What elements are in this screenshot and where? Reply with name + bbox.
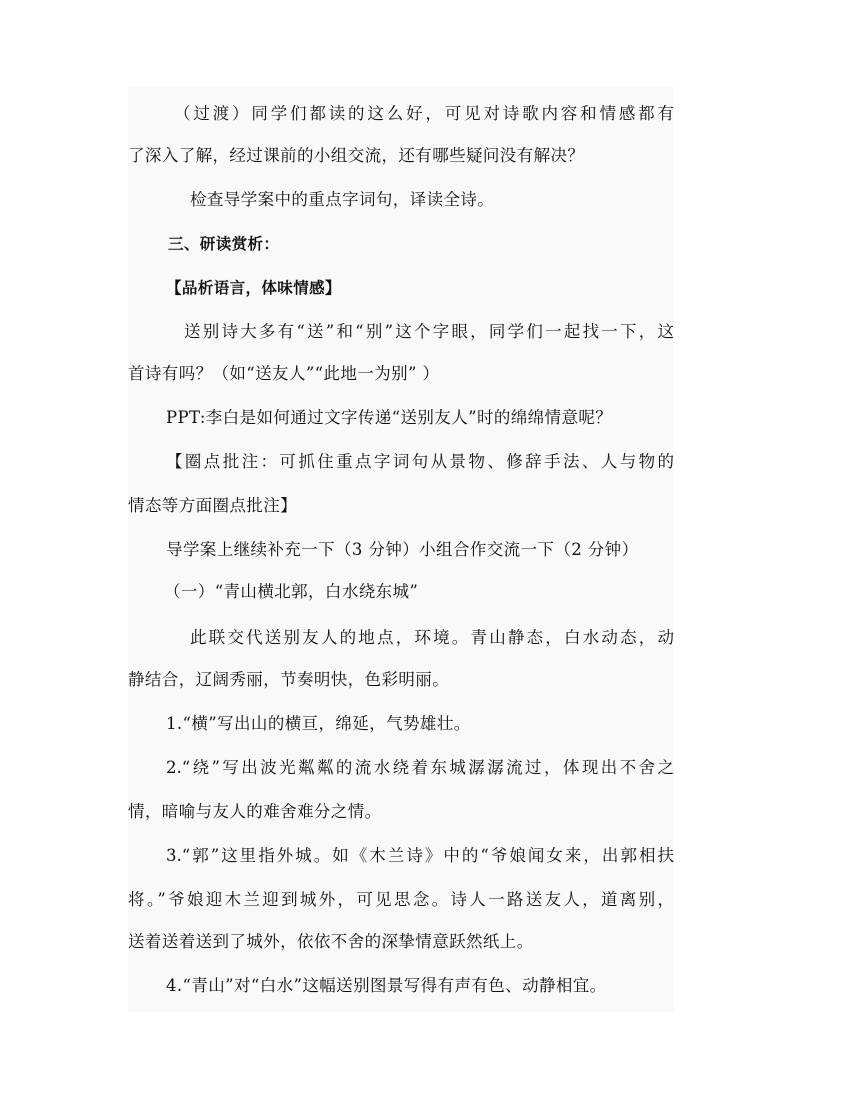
point-3-line-2: 将。”爷娘迎木兰迎到城外，可见思念。诗人一路送友人，道离别， (128, 890, 674, 909)
transition-paragraph-line-1: （过渡）同学们都读的这么好，可见对诗歌内容和情感都有 (174, 104, 674, 123)
point-3-line-1: 3.“郭”这里指外城。如《木兰诗》中的“爷娘闻女来，出郭相扶 (166, 846, 674, 865)
group-work-instruction: 导学案上继续补充一下（3 分钟）小组合作交流一下（2 分钟） (166, 540, 639, 559)
point-3-line-3: 送着送着送到了城外，依依不舍的深挚情意跃然纸上。 (128, 932, 534, 951)
verse-heading: （一）“青山横北郭，白水绕东城” (164, 582, 419, 601)
farewell-paragraph-line-2: 首诗有吗？（如“送友人”“此地一为别” ） (128, 364, 440, 383)
ppt-question: PPT:李白是如何通过文字传递“送别友人”时的绵绵情意呢？ (166, 408, 613, 427)
subsection-heading: 【品析语言，体味情感】 (166, 279, 341, 297)
verse-analysis-line-2: 静结合，辽阔秀丽，节奏明快，色彩明丽。 (128, 670, 450, 689)
verse-analysis-line-1: 此联交代送别友人的地点，环境。青山静态，白水动态，动 (190, 628, 674, 647)
point-2-line-2: 情，暗喻与友人的难舍难分之情。 (128, 802, 382, 821)
transition-paragraph-line-2: 了深入了解，经过课前的小组交流，还有哪些疑问没有解决？ (128, 146, 585, 165)
section-heading: 三、研读赏析： (168, 235, 280, 253)
point-4: 4.“青山”对“白水”这幅送别图景写得有声有色、动静相宜。 (166, 976, 607, 995)
check-paragraph: 检查导学案中的重点字词句，译读全诗。 (190, 190, 495, 209)
point-2-line-1: 2.“绕”写出波光粼粼的流水绕着东城潺潺流过，体现出不舍之 (166, 758, 674, 777)
annotation-instruction-line-2: 情态等方面圈点批注】 (128, 496, 297, 515)
point-1: 1.“横”写出山的横亘，绵延，气势雄壮。 (166, 714, 471, 733)
farewell-paragraph-line-1: 送别诗大多有“送”和“别”这个字眼，同学们一起找一下，这 (184, 322, 674, 341)
annotation-instruction-line-1: 【圈点批注：可抓住重点字词句从景物、修辞手法、人与物的 (166, 452, 674, 471)
